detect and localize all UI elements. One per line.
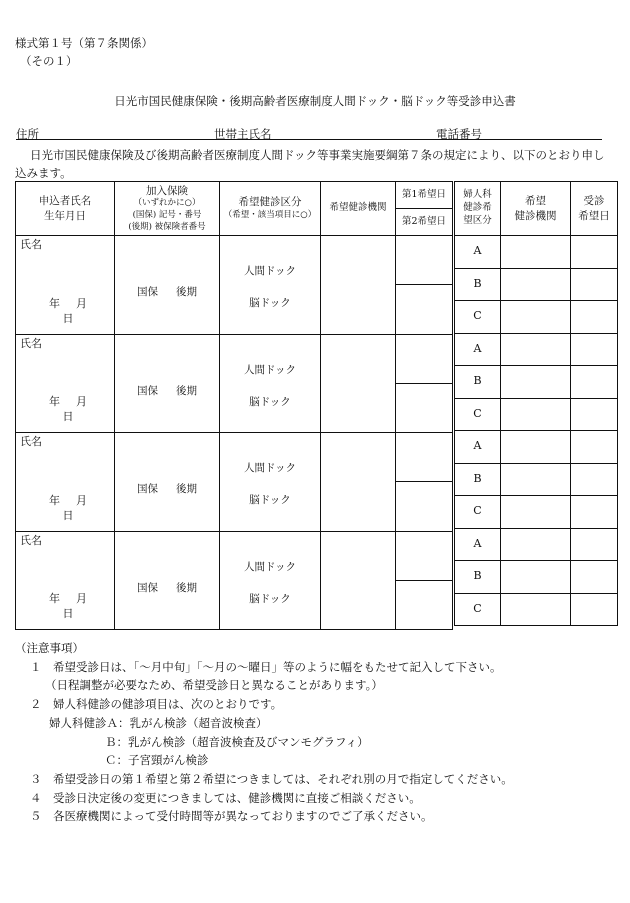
nou-dock-option[interactable]: 脳ドック bbox=[249, 297, 291, 309]
intro-line-2: 込みます。 bbox=[15, 166, 72, 180]
ningen-dock-option[interactable]: 人間ドック bbox=[243, 363, 297, 376]
gyn-institution-cell[interactable] bbox=[501, 398, 571, 431]
name-label: 氏名 bbox=[20, 336, 42, 350]
applicant-row bbox=[16, 334, 453, 383]
note-1: １ 希望受診日は、「～月中旬」「～月の～曜日」等のように幅をもたせて記入して下さい。 bbox=[30, 659, 502, 674]
gyn-date-cell[interactable] bbox=[571, 236, 618, 269]
gyn-date-cell[interactable] bbox=[571, 268, 618, 301]
gyn-institution-cell[interactable] bbox=[501, 463, 571, 496]
gyn-date-cell[interactable] bbox=[571, 431, 618, 464]
header-insurance: 加入保険 （いずれかに○） (国保) 記号・番号 (後期) 被保険者番号 bbox=[115, 182, 220, 236]
gyn-date-cell[interactable] bbox=[571, 463, 618, 496]
header-gyn-institution: 希望 健診機関 bbox=[501, 182, 571, 236]
table-header-row bbox=[16, 182, 453, 209]
applicant-name-cell[interactable] bbox=[16, 236, 115, 335]
birthdate-labels: 年 月日 bbox=[49, 493, 87, 522]
second-date-cell[interactable] bbox=[396, 285, 453, 335]
gyn-date-cell[interactable] bbox=[571, 333, 618, 366]
gyn-kind-option[interactable]: C bbox=[455, 496, 501, 529]
name-label: 氏名 bbox=[20, 533, 42, 547]
institution-cell[interactable] bbox=[321, 433, 396, 532]
name-label: 氏名 bbox=[20, 435, 42, 448]
gyn-row bbox=[455, 593, 618, 626]
kokuho-option[interactable]: 国保 bbox=[137, 581, 158, 594]
gyn-kind-option[interactable]: C bbox=[455, 398, 501, 431]
gyn-row bbox=[455, 398, 618, 431]
ningen-dock-option[interactable]: 人間ドック bbox=[243, 560, 297, 573]
first-date-cell[interactable] bbox=[396, 334, 453, 383]
note-2-a: 婦人科健診Ａ：乳がん検診（超音波検査） bbox=[49, 715, 268, 730]
intro-line-1: 日光市国民健康保険及び後期高齢者医療制度人間ドック等事業実施要綱第７条の規定により、以下のとおり申し bbox=[30, 148, 605, 162]
gyn-row bbox=[455, 463, 618, 496]
header-first-date: 第1希望日 bbox=[396, 182, 453, 209]
second-date-cell[interactable] bbox=[396, 482, 453, 532]
exam-kind-cell bbox=[220, 334, 321, 433]
nou-dock-option[interactable]: 脳ドック bbox=[249, 494, 291, 506]
gyn-kind-option[interactable]: B bbox=[455, 366, 501, 399]
note-3: ３ 希望受診日の第１希望と第２希望につきましては、それぞれ別の月で指定してください。 bbox=[30, 771, 513, 786]
gyn-institution-cell[interactable] bbox=[501, 333, 571, 366]
name-label: 氏名 bbox=[20, 238, 42, 251]
gyn-row bbox=[455, 301, 618, 334]
kokuho-option[interactable]: 国保 bbox=[137, 483, 158, 496]
gyn-institution-cell[interactable] bbox=[501, 561, 571, 594]
kokuho-option[interactable]: 国保 bbox=[137, 384, 158, 397]
applicant-row bbox=[16, 531, 453, 580]
kouki-option[interactable]: 後期 bbox=[176, 384, 197, 397]
nou-dock-option[interactable]: 脳ドック bbox=[249, 395, 291, 408]
ningen-dock-option[interactable]: 人間ドック bbox=[243, 265, 297, 277]
note-2-b: Ｂ：乳がん検診（超音波検査及びマンモグラフィ） bbox=[105, 734, 369, 749]
gyn-kind-option[interactable]: B bbox=[455, 268, 501, 301]
header-second-date: 第2希望日 bbox=[396, 209, 453, 236]
gyn-date-cell[interactable] bbox=[571, 496, 618, 529]
exam-kind-cell bbox=[220, 531, 321, 630]
gyn-kind-option[interactable]: B bbox=[455, 463, 501, 496]
kokuho-option[interactable]: 国保 bbox=[137, 286, 158, 299]
ningen-dock-option[interactable]: 人間ドック bbox=[243, 462, 297, 474]
gyn-kind-option[interactable]: C bbox=[455, 593, 501, 626]
first-date-cell[interactable] bbox=[396, 531, 453, 580]
applicant-name-cell[interactable] bbox=[16, 531, 115, 630]
insurance-cell[interactable] bbox=[115, 433, 220, 532]
gyn-institution-cell[interactable] bbox=[501, 268, 571, 301]
second-date-cell[interactable] bbox=[396, 580, 453, 630]
gyn-date-cell[interactable] bbox=[571, 561, 618, 594]
applicant-name-cell[interactable] bbox=[16, 433, 115, 532]
form-subnumber: （その１） bbox=[20, 54, 78, 68]
notes-section bbox=[15, 639, 513, 826]
note-2-c: Ｃ：子宮頸がん検診 bbox=[105, 753, 209, 768]
birthdate-labels: 年 月日 bbox=[49, 592, 87, 621]
gyn-header-row bbox=[455, 182, 618, 236]
second-date-cell[interactable] bbox=[396, 383, 453, 433]
gyn-kind-option[interactable]: B bbox=[455, 561, 501, 594]
insurance-cell[interactable] bbox=[115, 236, 220, 335]
first-date-cell[interactable] bbox=[396, 236, 453, 285]
institution-cell[interactable] bbox=[321, 236, 396, 335]
note-4: ４ 受診日決定後の変更につきましては、健診機関に直接ご相談ください。 bbox=[30, 790, 421, 805]
gyn-date-cell[interactable] bbox=[571, 366, 618, 399]
applicant-info-line bbox=[16, 126, 602, 140]
header-gyn-date: 受診 希望日 bbox=[571, 182, 618, 236]
nou-dock-option[interactable]: 脳ドック bbox=[249, 592, 291, 605]
exam-kind-cell bbox=[220, 236, 321, 335]
applicant-name-cell[interactable] bbox=[16, 334, 115, 433]
gyn-row bbox=[455, 496, 618, 529]
gyn-row bbox=[455, 431, 618, 464]
gyn-date-cell[interactable] bbox=[571, 301, 618, 334]
notes-heading: （注意事項） bbox=[15, 641, 84, 655]
gyn-institution-cell[interactable] bbox=[501, 366, 571, 399]
gyn-institution-cell[interactable] bbox=[501, 528, 571, 561]
gyn-row bbox=[455, 333, 618, 366]
kouki-option[interactable]: 後期 bbox=[176, 581, 197, 594]
insurance-cell[interactable] bbox=[115, 531, 220, 630]
applicant-row bbox=[16, 236, 453, 285]
gyn-kind-option[interactable]: A bbox=[455, 333, 501, 366]
gyn-date-cell[interactable] bbox=[571, 528, 618, 561]
kouki-option[interactable]: 後期 bbox=[176, 483, 197, 496]
birthdate-labels: 年 月日 bbox=[49, 395, 87, 424]
gyn-row bbox=[455, 528, 618, 561]
header-exam-kind: 希望健診区分 （希望・該当項目に○） bbox=[220, 182, 321, 236]
address-label: 住所 bbox=[16, 127, 39, 141]
institution-cell[interactable] bbox=[321, 334, 396, 433]
institution-cell[interactable] bbox=[321, 531, 396, 630]
gyn-institution-cell[interactable] bbox=[501, 301, 571, 334]
note-5: ５ 各医療機関によって受付時間等が異なっておりますのでご了承ください。 bbox=[30, 809, 433, 824]
gyn-date-cell[interactable] bbox=[571, 398, 618, 431]
householder-label: 世帯主氏名 bbox=[214, 127, 272, 141]
note-1-supplement: （日程調整が必要なため、希望受診日と異なることがあります。） bbox=[45, 678, 383, 693]
gyn-institution-cell[interactable] bbox=[501, 496, 571, 529]
header-gyn-kind: 婦人科 健診希 望区分 bbox=[455, 182, 501, 236]
gyn-row bbox=[455, 561, 618, 594]
insurance-cell[interactable] bbox=[115, 334, 220, 433]
document-title: 日光市国民健康保険・後期高齢者医療制度人間ドック・脳ドック等受診申込書 bbox=[114, 94, 516, 108]
gyn-kind-option[interactable]: C bbox=[455, 301, 501, 334]
gyn-institution-cell[interactable] bbox=[501, 431, 571, 464]
birthdate-labels: 年 月日 bbox=[49, 296, 87, 325]
gyn-kind-option[interactable]: A bbox=[455, 528, 501, 561]
header-institution: 希望健診機関 bbox=[321, 182, 396, 236]
phone-label: 電話番号 bbox=[436, 127, 482, 141]
gyn-row bbox=[455, 268, 618, 301]
applicant-row bbox=[16, 433, 453, 482]
gyn-row bbox=[455, 236, 618, 269]
exam-kind-cell bbox=[220, 433, 321, 532]
gyn-institution-cell[interactable] bbox=[501, 236, 571, 269]
gyn-row bbox=[455, 366, 618, 399]
note-2: ２ 婦人科健診の健診項目は、次のとおりです。 bbox=[30, 697, 283, 712]
application-table bbox=[15, 181, 453, 630]
header-applicant: 申込者氏名 生年月日 bbox=[16, 182, 115, 236]
kouki-option[interactable]: 後期 bbox=[176, 286, 197, 299]
form-number: 様式第１号（第７条関係） bbox=[15, 36, 153, 50]
gyn-kind-option[interactable]: A bbox=[455, 431, 501, 464]
gyn-date-cell[interactable] bbox=[571, 593, 618, 626]
first-date-cell[interactable] bbox=[396, 433, 453, 482]
gyn-kind-option[interactable]: A bbox=[455, 236, 501, 269]
gyn-institution-cell[interactable] bbox=[501, 593, 571, 626]
gynecology-table bbox=[454, 181, 618, 626]
